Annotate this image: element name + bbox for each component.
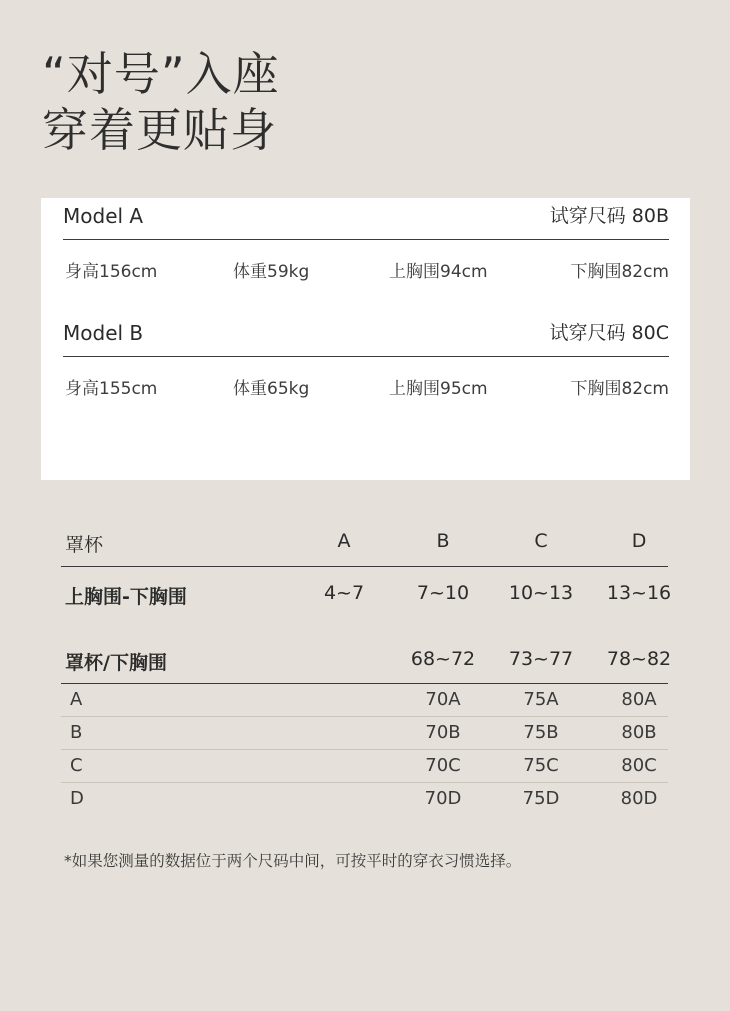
size-row-b-cup: B: [70, 722, 83, 743]
band-header-row: 罩杯/下胸围 68~72 73~77 78~82: [61, 631, 668, 684]
model-b-size: 试穿尺码 80C: [549, 322, 669, 344]
size-row-a: A 70A 75A 80A: [61, 684, 668, 717]
model-b-underbust: 下胸围82cm: [570, 379, 669, 399]
bust-difference-row: 上胸围-下胸围 4~7 7~10 10~13 13~16: [65, 582, 672, 608]
model-a-block: [63, 198, 669, 296]
model-a-height: 身高156cm: [65, 262, 158, 282]
sizing-note: *如果您测量的数据位于两个尺码中间，可按平时的穿衣习惯选择。: [64, 852, 522, 870]
model-a-stats: [63, 240, 669, 296]
model-a-bust: 上胸围94cm: [389, 262, 488, 282]
size-row-d-cup: D: [70, 788, 84, 809]
size-row-c-cup: C: [70, 755, 83, 776]
model-a-underbust: 下胸围82cm: [570, 262, 669, 282]
size-row-a-cup: A: [70, 689, 83, 710]
model-b-stats: [63, 357, 669, 413]
band-header-label: 罩杯/下胸围: [65, 652, 167, 674]
size-table: [61, 520, 672, 816]
headline-line-2: 穿着更贴身: [42, 103, 277, 157]
headline: [42, 46, 280, 158]
model-b-height: 身高155cm: [65, 379, 158, 399]
model-card: [41, 198, 690, 480]
model-b-bust: 上胸围95cm: [389, 379, 488, 399]
size-row-b: B 70B 75B 80B: [61, 717, 668, 750]
model-a-size: 试穿尺码 80B: [549, 205, 669, 227]
model-a-weight: 体重59kg: [233, 262, 310, 282]
cup-header-row: 罩杯 A B C D: [61, 520, 668, 567]
size-row-c: C 70C 75C 80C: [61, 750, 668, 783]
model-b-block: [63, 315, 669, 413]
model-b-header: [63, 315, 669, 357]
model-a-header: [63, 198, 669, 240]
size-row-d: D 70D 75D 80D: [70, 788, 658, 809]
model-a-name: Model A: [63, 204, 144, 228]
model-b-weight: 体重65kg: [233, 379, 310, 399]
bust-difference-label: 上胸围-下胸围: [65, 586, 187, 608]
headline-line-1: “对号”入座: [42, 47, 280, 101]
model-b-name: Model B: [63, 321, 144, 345]
cup-header-label: 罩杯: [65, 534, 104, 556]
